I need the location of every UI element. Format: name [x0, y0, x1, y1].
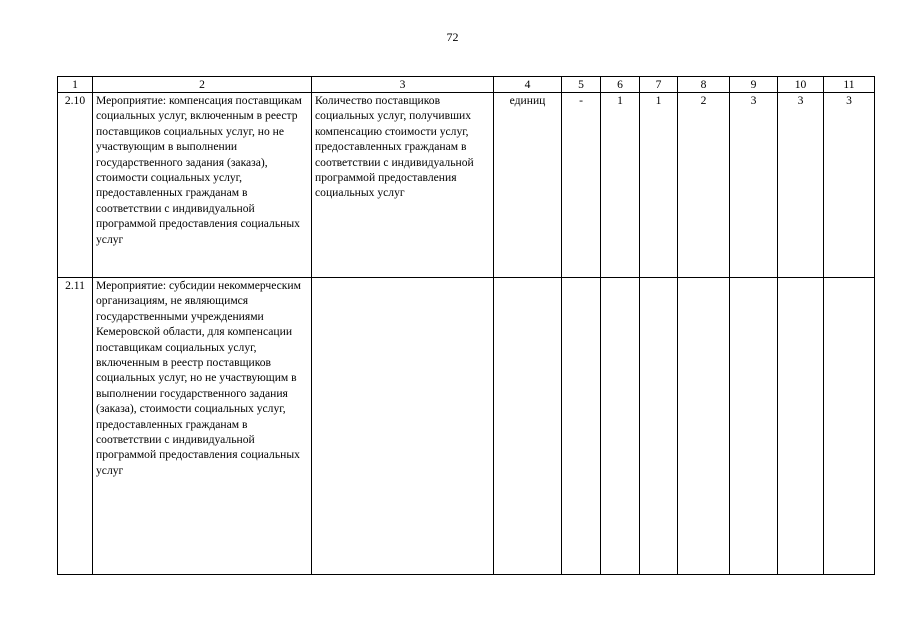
column-header: 2 — [93, 77, 312, 93]
value-cell — [601, 278, 640, 575]
unit-cell — [494, 278, 562, 575]
value-cell: 3 — [778, 93, 824, 278]
row-number: 2.11 — [58, 278, 93, 575]
column-header: 3 — [312, 77, 494, 93]
value-cell: 3 — [730, 93, 778, 278]
column-header: 9 — [730, 77, 778, 93]
table-row — [58, 93, 875, 278]
value-cell: 3 — [824, 93, 875, 278]
value-cell: - — [562, 93, 601, 278]
table-header-row — [58, 77, 875, 93]
value-cell — [678, 278, 730, 575]
column-header: 8 — [678, 77, 730, 93]
program-indicators-table — [57, 76, 875, 575]
page-number: 72 — [446, 30, 459, 44]
indicator-description: Количество поставщиков социальных услуг, получивших компенсацию стоимости услуг, предоставленных гражданам в соответствии с индивидуальной программой предоставления социальных услуг — [312, 93, 494, 278]
column-header: 10 — [778, 77, 824, 93]
column-header: 1 — [58, 77, 93, 93]
column-header: 11 — [824, 77, 875, 93]
event-description: Мероприятие: субсидии некоммерческим организациям, не являющимся государственными учреждениями Кемеровской области, для компенсации поставщикам социальных услуг, включенным в реестр поставщиков социальных услуг, но не участвующим в выполнении государственного задания (заказа), стоимости социальных услуг, предоставленных гражданам в соответствии с индивидуальной программой предоставления социальных услуг — [93, 278, 312, 575]
column-header: 5 — [562, 77, 601, 93]
value-cell: 1 — [640, 93, 678, 278]
value-cell — [640, 278, 678, 575]
indicator-description — [312, 278, 494, 575]
column-header: 6 — [601, 77, 640, 93]
value-cell — [730, 278, 778, 575]
column-header: 4 — [494, 77, 562, 93]
event-description: Мероприятие: компенсация поставщикам социальных услуг, включенным в реестр поставщиков социальных услуг, но не участвующим в выполнении государственного задания (заказа), стоимости социальных услуг, предоставленных гражданам в соответствии с индивидуальной программой предоставления социальных услуг — [93, 93, 312, 278]
value-cell — [562, 278, 601, 575]
row-number: 2.10 — [58, 93, 93, 278]
value-cell: 2 — [678, 93, 730, 278]
table-row — [58, 278, 875, 575]
value-cell — [824, 278, 875, 575]
column-header: 7 — [640, 77, 678, 93]
value-cell — [778, 278, 824, 575]
unit-cell: единиц — [494, 93, 562, 278]
value-cell: 1 — [601, 93, 640, 278]
